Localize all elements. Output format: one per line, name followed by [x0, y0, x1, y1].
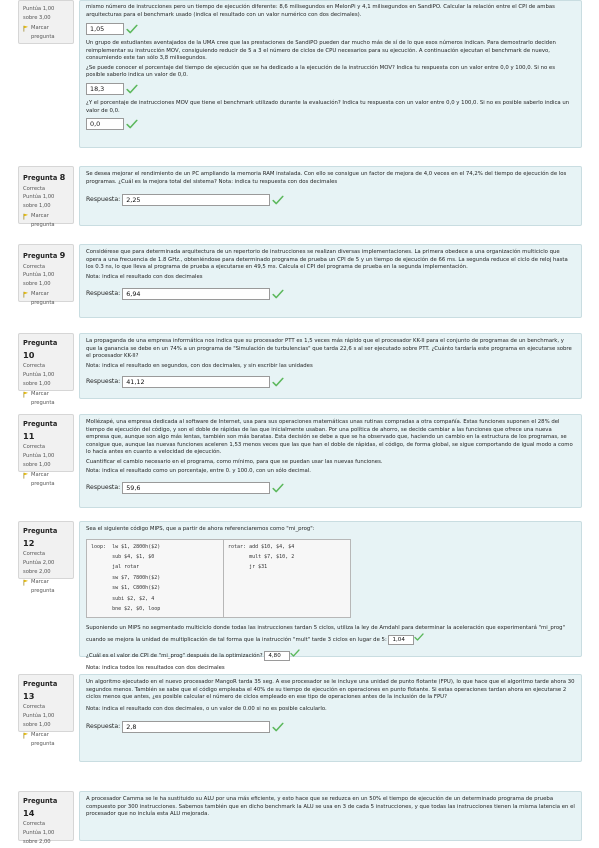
answer-label: Respuesta: [86, 195, 121, 203]
flag-label: Marcar pregunta [31, 25, 55, 40]
question-text: Nota: indica el resultado en segundos, con dos decimales, y sin escribir las unidades [86, 362, 313, 369]
answer-field[interactable]: 18,3 [86, 83, 124, 95]
flag-icon [23, 391, 29, 398]
question-number: Pregunta 13 [23, 680, 58, 701]
question-number: Pregunta 9 [23, 250, 66, 260]
code-main: loop: lw $1, 2800h($2) sub $4, $1, $0 jal rotar sw $7, 7800h($2) sw $1, C800h($2) subi $2, $2, 4 bne $2, $0, loop [86, 539, 224, 619]
answer-field[interactable]: 6,94 [122, 288, 270, 300]
check-icon [126, 24, 138, 34]
status-text: Correcta [23, 444, 46, 451]
flag-icon [23, 291, 29, 298]
flag-label: Marcar pregunta [31, 579, 55, 594]
check-icon [272, 483, 284, 493]
flag-question[interactable] [23, 24, 69, 41]
flag-question[interactable] [23, 578, 69, 595]
points-text: Puntúa 1,00 sobre 3,00 [23, 6, 55, 21]
question-info [18, 791, 74, 845]
question-info [18, 521, 74, 594]
question-text: Un algoritmo ejecutado en el nuevo procesador MangoR tarda 35 seg. A ese procesador se le incluye una unidad de punto flotante (FPU), lo que hace que el algoritmo tarde ahora 30 segundos menos. También se sabe que el código empleaba el 40% de su tiempo de ejecución en operaciones en punto flotante. Si estas operaciones tardan ahora en ejecutarse 2 ciclos menos que antes, ¿es posible calcular el número de ciclos empleado en ese tipo de operaciones antes de la inclusión de la FPU? [86, 679, 575, 701]
question-text: Nota: indica el resultado con dos decimales, o un valor de 0.00 si no es posible calcularlo. [86, 705, 327, 712]
flag-question[interactable] [23, 471, 69, 488]
question-text: ¿Se puede conocer el porcentaje del tiempo de ejecución que se ha dedicado a la ejecución de la instrucción MOV? Indica tu respuesta con un valor entre 0,0 y 100,0. Si no es posible saberlo indica un valor de 0,0. [86, 64, 556, 79]
question-text: ¿Y el porcentaje de instrucciones MOV que tiene el benchmark utilizado durante la evaluación? Indica tu respuesta con un valor entre 0,0 y 100,0. Si no es posible saberlo indica un valor de 0,0. [86, 100, 570, 114]
points-text: Puntúa 1,00 sobre 2,00 [23, 829, 55, 845]
points-text: Puntúa 1,00 sobre 1,00 [23, 371, 55, 387]
question-number: Pregunta 8 [23, 172, 66, 182]
flag-question[interactable] [23, 390, 69, 407]
status-text: Correcta [23, 551, 46, 558]
question-info [18, 244, 74, 306]
answer-field[interactable]: 59,6 [122, 482, 270, 494]
answer-label: Respuesta: [86, 377, 121, 385]
question-text: ¿Cuál es el valor de CPI de "mi_prog" después de la optimización? 4,80 [86, 649, 575, 661]
question-number: Pregunta 11 [23, 420, 58, 441]
code-subroutine: rotar: add $10, $4, $4 mult $7, $10, 2 jr $31 [224, 539, 351, 619]
question-content [79, 791, 582, 841]
question-content [79, 333, 582, 399]
check-icon [272, 289, 284, 299]
answer-field[interactable]: 41,12 [122, 376, 270, 388]
question-text: Nota: indica el resultado como un porcentaje, entre 0. y 100.0, con un sólo decimal. [86, 468, 311, 475]
flag-icon [23, 213, 29, 220]
question-text: A procesador Camma se le ha sustituido su ALU por una más eficiente, y esto hace que se reduzca en un 50% el tiempo de ejecución de un determinado programa de prueba compuesto por 300 instrucciones. Sabemos también que en dicho benchmark la ALU se usa en 3 de cada 5 instrucciones, y que todas las instrucciones tienen la misma latencia en el procesador que no incluía esta ALU mejorada. [86, 796, 575, 818]
question-number: Pregunta 12 [23, 527, 58, 548]
question-text: Mollézapé, una empresa dedicada al software de Internet, usa para sus operaciones matemáticas unas rutinas compradas a otra compañía. Estas funciones suponen el 28% del tiempo de ejecución del código, y son el doble de rápidas de las que inicialmente usaban. Por una política de ahorro, se decide cambiar a las funciones que ofrece una nueva empresa que, aunque son algo más lentas, también son más baratas. Esta decisión se debe a que se ha observado que, haciendo un cambio en la estructura de los programas, se consigue que, aunque las nuevas funciones aceleren 1,53 menos veces que las que han el doble de rápidas, el código, de forma global, se sigue comportando de igual modo a como lo hacía antes en cuanto a velocidad de ejecución. [86, 419, 573, 456]
question-text: Nota: indica todos los resultados con dos decimales [86, 665, 225, 671]
question-text: Nota: indica el resultado con dos decimales [86, 273, 203, 280]
answer-field[interactable]: 4,80 [264, 651, 290, 661]
answer-field[interactable]: 1,04 [388, 635, 414, 645]
flag-label: Marcar pregunta [31, 391, 55, 406]
flag-label: Marcar pregunta [31, 472, 55, 487]
question-content [79, 674, 582, 762]
question-text: Sea el siguiente código MIPS, que a partir de ahora referenciaremos como "mi_prog": [86, 526, 315, 532]
question-content [79, 244, 582, 318]
question-content [79, 166, 582, 226]
question-text: La propaganda de una empresa informática nos indica que su procesador PTT es 1,5 veces más rápido que el procesador KK-II para el conjunto de programas de un benchmark, y que la ganancia se debe en un 74% a un programa de "Simulación de turbulencias" que tarda 22,6 s al ser ejecutado sobre PTT. ¿Cuánto tardaría este programa en ejecutarse sobre el procesador KK-II? [86, 338, 572, 360]
answer-field[interactable]: 2,25 [122, 194, 270, 206]
question-info [18, 333, 74, 406]
flag-label: Marcar pregunta [31, 291, 55, 306]
status-text: Correcta [23, 263, 46, 270]
answer-field[interactable]: 2,8 [122, 721, 270, 733]
points-text: Puntúa 1,00 sobre 1,00 [23, 194, 55, 209]
flag-icon [23, 472, 29, 479]
status-text: Correcta [23, 185, 46, 192]
flag-question[interactable] [23, 290, 69, 307]
question-text: Cuantificar el cambio necesario en el programa, como mínimo, para que se puedan usar las nuevas funciones. [86, 458, 383, 465]
answer-field[interactable]: 0,0 [86, 118, 124, 130]
flag-label: Marcar pregunta [31, 213, 55, 228]
check-icon [272, 722, 284, 732]
flag-icon [23, 25, 29, 32]
question-content [79, 414, 582, 508]
answer-label: Respuesta: [86, 483, 121, 491]
flag-question[interactable] [23, 212, 69, 229]
flag-label: Marcar pregunta [31, 732, 55, 747]
check-icon [272, 377, 284, 387]
question-text: mismo número de instrucciones pero un tiempo de ejecución diferente: 8,6 milisegundos en MelonPi y 4,1 milisegundos en SandiPO. Calcular la relación entre el CPI de ambas arquitecturas para el benchmark usado (indica el resultado con un valor numérico con dos decimales). [86, 4, 555, 18]
question-text: Un grupo de estudiantes aventajados de la UMA cree que las prestaciones de SandiPO pueden dar mucho más de sí de lo que esos números indican. Para demostrarlo deciden reimplementar su instrucción MOV, consiguiendo reducir de 5 a 3 el número de ciclos de CPU necesarios para su ejecución. A continuación ejecutan el benchmark de nuevo, consumiendo este tan sólo 3,8 milisegundos. [86, 40, 556, 62]
question-info [18, 0, 74, 44]
status-text: Correcta [23, 363, 46, 370]
points-text: Puntúa 1,00 sobre 1,00 [23, 272, 55, 287]
question-info [18, 166, 74, 228]
check-icon [414, 633, 424, 641]
status-text: Correcta [23, 704, 46, 711]
question-number: Pregunta 14 [23, 797, 58, 818]
flag-icon [23, 579, 29, 586]
check-icon [272, 195, 284, 205]
answer-field[interactable]: 1,05 [86, 23, 124, 35]
points-text: Puntúa 1,00 sobre 1,00 [23, 712, 55, 728]
code-block [86, 539, 575, 619]
question-number: Pregunta 10 [23, 339, 58, 360]
question-text: Considérese que para determinada arquitectura de un repertorio de instrucciones se realizan diversas implementaciones. La primera obedece a una organización multiciclo que opera a una frecuencia de 1.8 GHz., obteniéndose para determinado programa de prueba un CPI de 5 y un tiempo de ejecución de 66 ms. La segunda reduce el ciclo de reloj hasta los 0.3 ns, lo que lleva al programa de prueba a ejecutarse en 49,5 ms. Calcula el CPI del programa de prueba en la segunda implementación. [86, 249, 568, 271]
question-info [18, 414, 74, 487]
answer-label: Respuesta: [86, 289, 121, 297]
question-text: Se desea mejorar el rendimiento de un PC ampliando la memoria RAM instalada. Con ello se consigue un factor de mejora de 4,0 veces en el 74,2% del tiempo de ejecución de los programas. ¿Cuál es la mejora total del sistema? Nota: indica tu respuesta con dos decimales [86, 171, 567, 185]
flag-icon [23, 732, 29, 739]
points-text: Puntúa 2,00 sobre 2,00 [23, 559, 55, 575]
answer-label: Respuesta: [86, 722, 121, 730]
check-icon [126, 84, 138, 94]
check-icon [126, 119, 138, 129]
question-content [79, 0, 582, 148]
check-icon [290, 649, 300, 657]
status-text: Correcta [23, 821, 46, 828]
question-content [79, 521, 582, 671]
question-text: Suponiendo un MIPS no segmentado multiciclo donde todas las instrucciones tardan 5 ciclos, utiliza la ley de Amdahl para determinar la aceleración que experimentará "mi_prog" cuando se mejora la unidad de multiplicación de tal forma que la instrucción "mult" tarde 3 ciclos en lugar de 5: 1,04 [86, 625, 565, 643]
points-text: Puntúa 1,00 sobre 1,00 [23, 452, 55, 468]
flag-question[interactable] [23, 731, 69, 748]
question-info [18, 674, 74, 747]
